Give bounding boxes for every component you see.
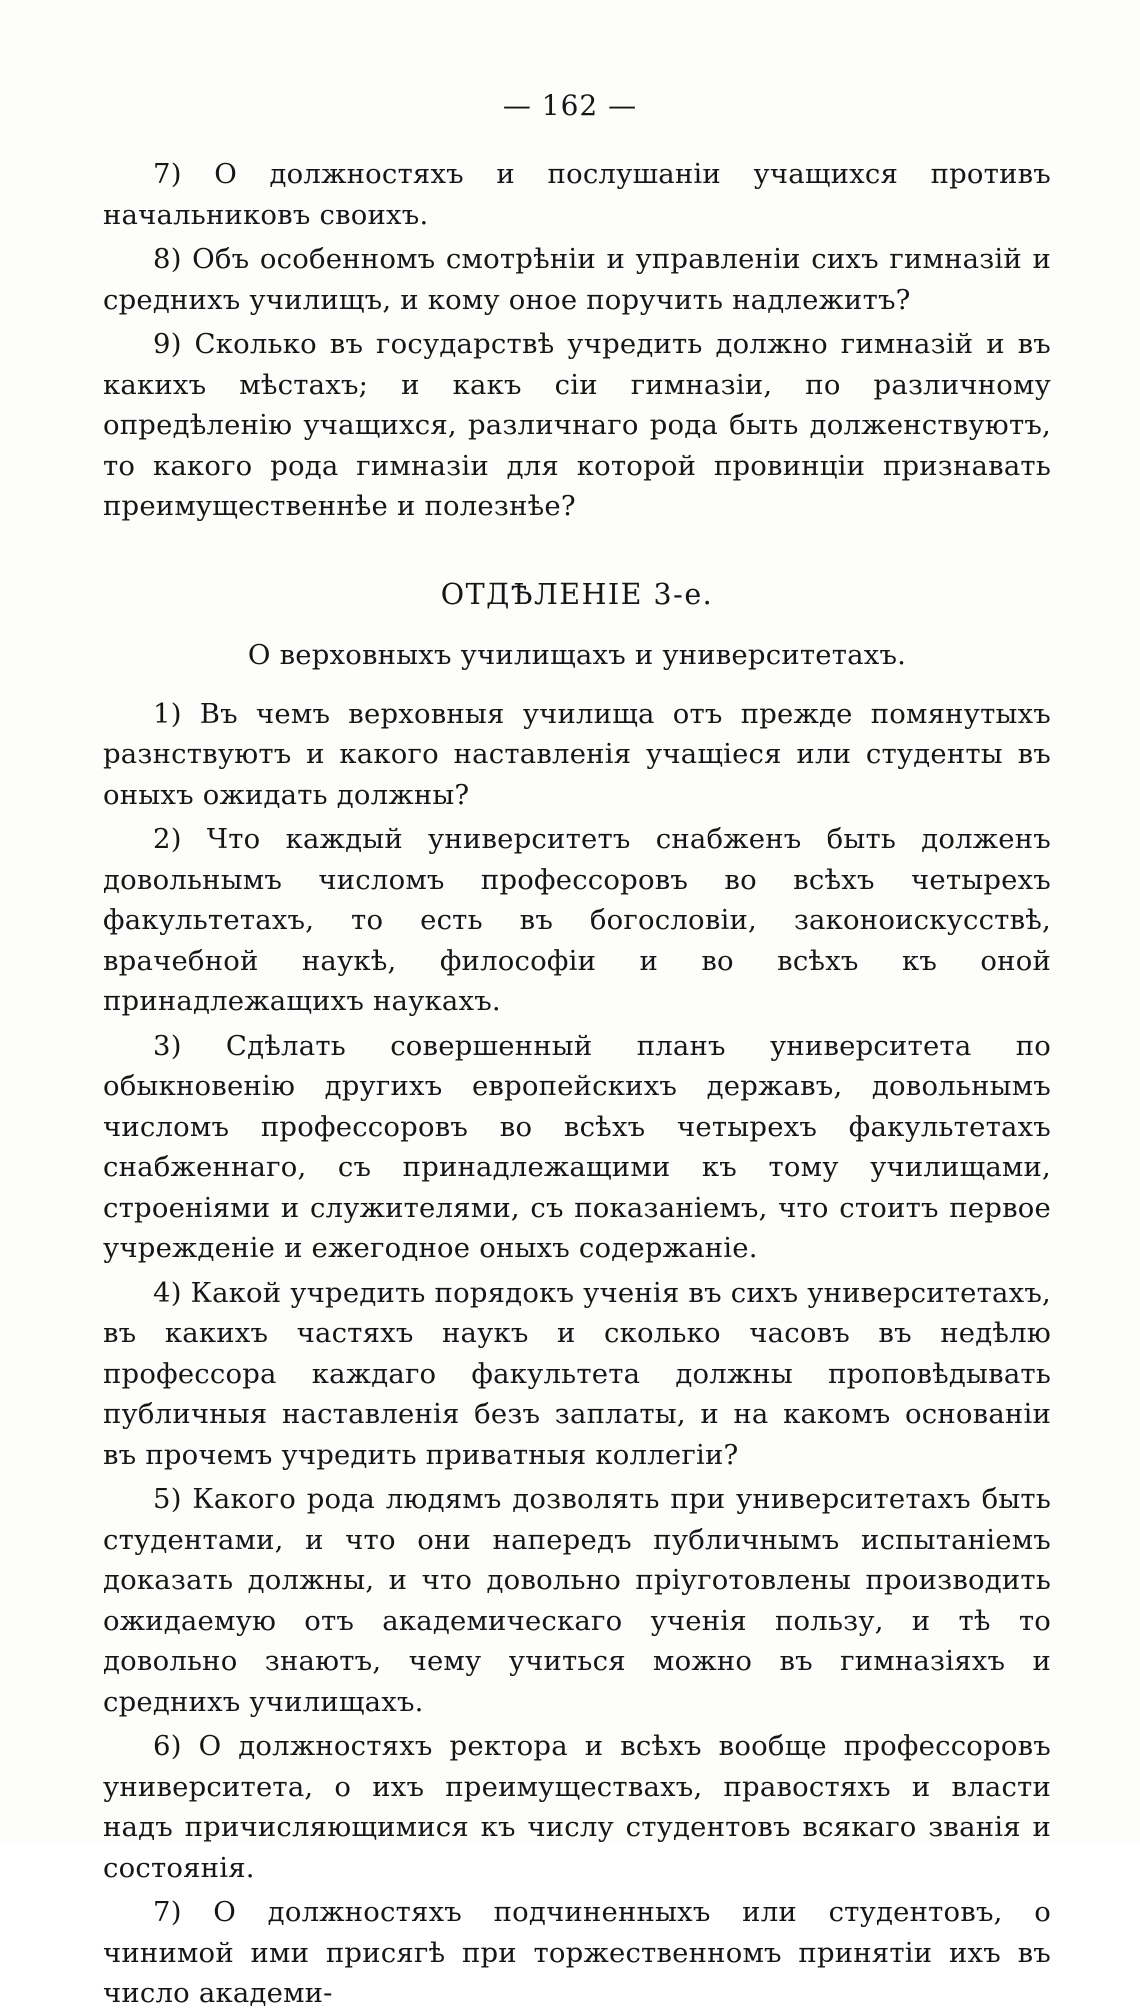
paragraph-intro-9: 9) Сколько въ государствѣ учредить должно гимназiй и въ какихъ мѣстахъ; и какъ сiи гимназiи, по различному опредѣленiю учащихся, различнаго рода быть долженствуютъ, то какого рода гимназiи для которой провинцiи признавать преимущественнѣе и полезнѣе? [103, 328, 1051, 522]
paragraph-section-4: 4) Какой учредить порядокъ ученiя въ сихъ университетахъ, въ какихъ частяхъ наукъ и сколько часовъ въ недѣлю профессора каждаго факультета должны проповѣдывать публичныя наставленiя безъ заплаты, и на какомъ основанiи въ прочемъ учредить приватныя коллегiи? [103, 1276, 1051, 1471]
paragraph-section-6: 6) О должностяхъ ректора и всѣхъ вообще профессоровъ университета, о ихъ преимуществахъ, правостяхъ и власти надъ причисляющимися къ числу студентовъ всякаго званiя и состоянiя. [103, 1730, 1051, 1884]
paragraph-section-2: 2) Что каждый университетъ снабженъ быть долженъ довольнымъ числомъ профессоровъ во всѣхъ четырехъ факультетахъ, то есть въ богословiи, законоискусствѣ, врачебной наукѣ, философiи и во всѣхъ къ оной принадлежащихъ наукахъ. [103, 823, 1051, 1017]
paragraph-section-1: 1) Въ чемъ верховныя училища отъ прежде помянутыхъ разнствуютъ и какого наставленiя учащiеся или студенты въ оныхъ ожидать должны? [103, 697, 1051, 811]
page-body [103, 154, 1051, 2014]
section-subtitle: О верховныхъ училищахъ и университетахъ. [247, 639, 907, 671]
paragraph-section-3: 3) Сдѣлать совершенный планъ университета по обыкновенiю другихъ европейскихъ державъ, довольнымъ числомъ профессоровъ во всѣхъ четырехъ факультетахъ снабженнаго, съ принадлежащими къ тому училищами, строенiями и служителями, съ показанiемъ, что стоитъ первое учрежденiе и ежегодное оныхъ содержанiе. [103, 1029, 1051, 1264]
section-title: ОТДѢЛЕНIЕ 3-е. [440, 577, 714, 611]
paragraph-section-7: 7) О должностяхъ подчиненныхъ или студентовъ, о чинимой ими присягѣ при торжественномъ принятiи ихъ въ число академи- [103, 1896, 1051, 2009]
paragraph-section-5: 5) Какого рода людямъ дозволять при университетахъ быть студентами, и что они напередъ публичнымъ испытанiемъ доказать должны, и что довольно прiуготовлены производить ожидаемую отъ академическаго ученiя пользу, и тѣ то довольно знаютъ, чему учиться можно въ гимназiяхъ и среднихъ училищахъ. [103, 1483, 1051, 1718]
paragraph-intro-7: 7) О должностяхъ и послушанiи учащихся противъ начальниковъ своихъ. [103, 158, 1051, 231]
paragraph-intro-8: 8) Объ особенномъ смотрѣнiи и управленiи сихъ гимназiй и среднихъ училищъ, и кому оное поручить надлежитъ? [103, 243, 1051, 316]
page-number: — 162 — [502, 89, 638, 122]
